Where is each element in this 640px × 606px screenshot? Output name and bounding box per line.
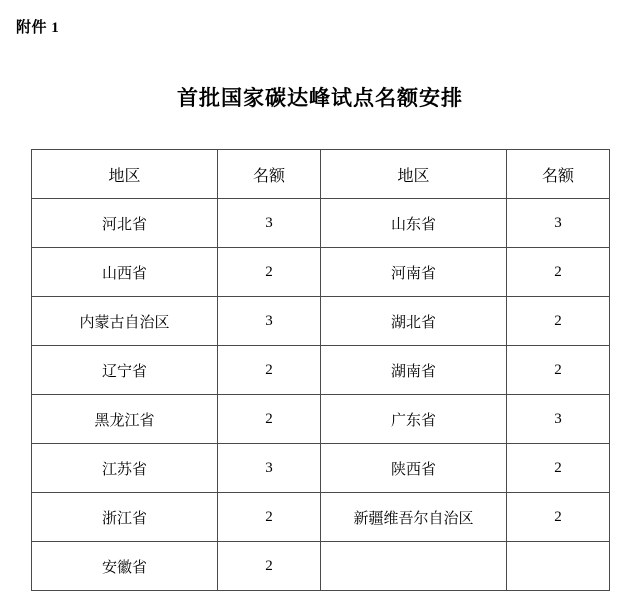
table-row: [32, 199, 610, 248]
cell-quota-left: 2: [218, 248, 321, 297]
cell-quota-right: 3: [507, 199, 610, 248]
cell-quota-left: 3: [218, 297, 321, 346]
carbon-peak-quota-table: [31, 149, 610, 591]
cell-region-left: 辽宁省: [32, 346, 218, 395]
cell-quota-left: 2: [218, 346, 321, 395]
cell-quota-left: 2: [218, 493, 321, 542]
column-header-region-right: 地区: [321, 150, 507, 199]
table-row: [32, 346, 610, 395]
cell-region-left: 江苏省: [32, 444, 218, 493]
cell-region-right: 广东省: [321, 395, 507, 444]
table-row: [32, 444, 610, 493]
cell-quota-left: 3: [218, 199, 321, 248]
cell-region-right: 山东省: [321, 199, 507, 248]
cell-quota-right: 2: [507, 248, 610, 297]
column-header-quota-right: 名额: [507, 150, 610, 199]
cell-region-right: 湖北省: [321, 297, 507, 346]
table-row: [32, 248, 610, 297]
cell-quota-right: 2: [507, 444, 610, 493]
page-title: 首批国家碳达峰试点名额安排: [177, 86, 463, 110]
table-header-row: [32, 150, 610, 199]
table-row: [32, 493, 610, 542]
table-row: [32, 395, 610, 444]
cell-quota-right-empty: [507, 542, 610, 591]
cell-region-left: 黑龙江省: [32, 395, 218, 444]
cell-region-left: 河北省: [32, 199, 218, 248]
cell-region-right: 新疆维吾尔自治区: [321, 493, 507, 542]
cell-region-left: 内蒙古自治区: [32, 297, 218, 346]
table-row: [32, 297, 610, 346]
column-header-region-left: 地区: [32, 150, 218, 199]
column-header-quota-left: 名额: [218, 150, 321, 199]
cell-quota-right: 2: [507, 297, 610, 346]
cell-quota-right: 3: [507, 395, 610, 444]
cell-region-left: 山西省: [32, 248, 218, 297]
cell-region-left: 安徽省: [32, 542, 218, 591]
cell-region-right: 湖南省: [321, 346, 507, 395]
cell-quota-left: 2: [218, 542, 321, 591]
cell-quota-right: 2: [507, 493, 610, 542]
table-row: [32, 542, 610, 591]
cell-region-left: 浙江省: [32, 493, 218, 542]
cell-quota-right: 2: [507, 346, 610, 395]
cell-quota-left: 3: [218, 444, 321, 493]
cell-region-right: 河南省: [321, 248, 507, 297]
cell-region-right: 陕西省: [321, 444, 507, 493]
quota-table-container: [31, 149, 609, 591]
cell-quota-left: 2: [218, 395, 321, 444]
attachment-label: 附件 1: [16, 20, 60, 36]
cell-region-right-empty: [321, 542, 507, 591]
